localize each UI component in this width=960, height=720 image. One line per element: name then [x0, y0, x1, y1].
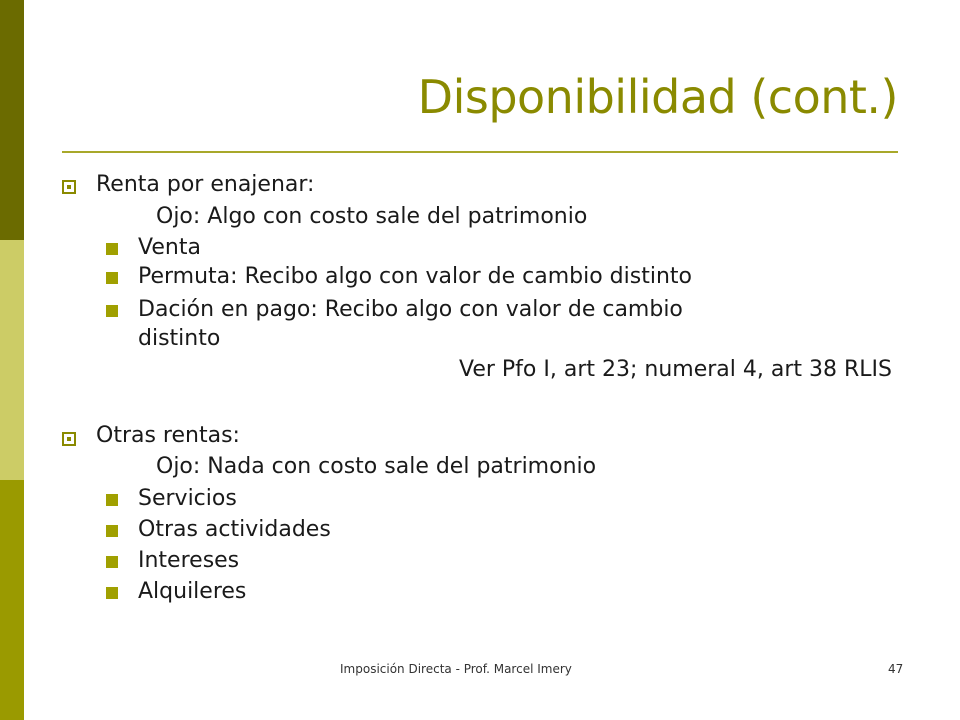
section1-note: Ojo: Algo con costo sale del patrimonio — [156, 204, 588, 229]
list-item: Dación en pago: Recibo algo con valor de cambio — [138, 297, 683, 322]
square-bullet-icon — [106, 305, 118, 317]
list-item: Venta — [138, 235, 201, 260]
square-bullet-icon — [106, 556, 118, 568]
list-item: Alquileres — [138, 579, 247, 604]
section2-note: Ojo: Nada con costo sale del patrimonio — [156, 454, 597, 479]
square-bullet-icon — [106, 587, 118, 599]
section2-heading: Otras rentas: — [96, 423, 240, 448]
hollow-square-bullet-icon — [62, 180, 76, 194]
square-bullet-icon — [106, 494, 118, 506]
list-item: Intereses — [138, 548, 240, 573]
list-item: Servicios — [138, 486, 237, 511]
slide-title: Disponibilidad (cont.) — [417, 70, 898, 124]
page-number: 47 — [888, 662, 904, 676]
square-bullet-icon — [106, 525, 118, 537]
section1-heading: Renta por enajenar: — [96, 172, 315, 197]
left-stripe-top — [0, 0, 24, 240]
hollow-square-bullet-icon — [62, 432, 76, 446]
left-stripe-middle — [0, 240, 24, 480]
list-item: Otras actividades — [138, 517, 331, 542]
section1-reference: Ver Pfo I, art 23; numeral 4, art 38 RLIS — [459, 357, 892, 382]
footer-text: Imposición Directa - Prof. Marcel Imery — [340, 662, 572, 676]
title-divider — [62, 151, 898, 153]
left-stripe-bottom — [0, 480, 24, 720]
list-item: Permuta: Recibo algo con valor de cambio distinto — [138, 264, 692, 289]
list-item-continuation: distinto — [138, 326, 221, 351]
square-bullet-icon — [106, 243, 118, 255]
square-bullet-icon — [106, 272, 118, 284]
